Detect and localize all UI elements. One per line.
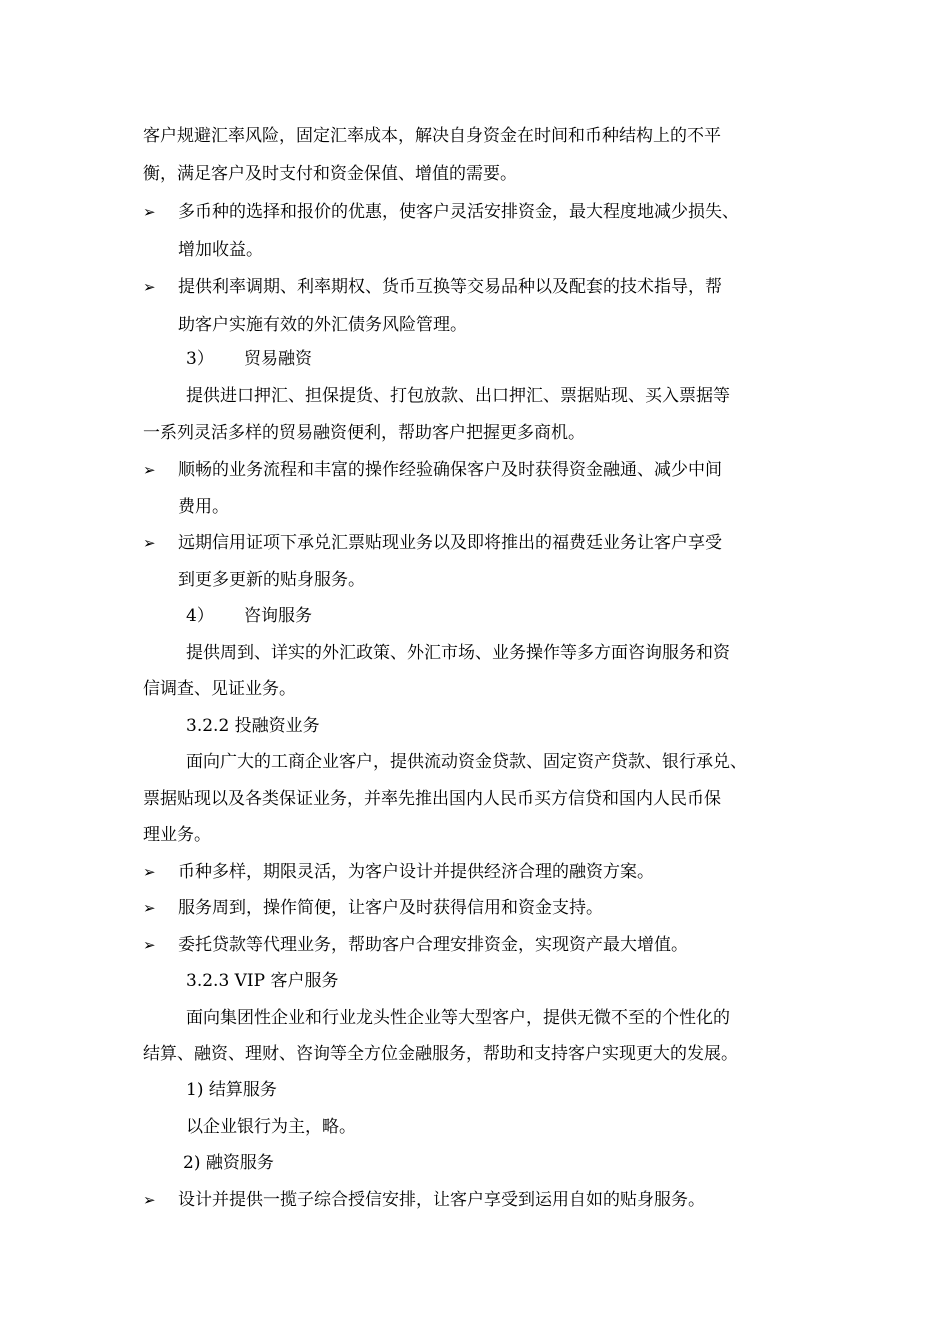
bullet-arrow-icon: ➢ xyxy=(143,1191,156,1209)
paragraph-line: 一系列灵活多样的贸易融资便利，帮助客户把握更多商机。 xyxy=(143,423,585,443)
subsection-heading: 3.2.2 投融资业务 xyxy=(186,716,320,736)
bullet-text: 币种多样，期限灵活，为客户设计并提供经济合理的融资方案。 xyxy=(178,862,654,882)
bullet-arrow-icon: ➢ xyxy=(143,203,156,221)
item-heading: 1) 结算服务 xyxy=(186,1080,277,1100)
bullet-arrow-icon: ➢ xyxy=(143,461,156,479)
section-title: 咨询服务 xyxy=(244,606,312,626)
bullet-arrow-icon: ➢ xyxy=(143,534,156,552)
paragraph-line: 面向广大的工商企业客户，提供流动资金贷款、固定资产贷款、银行承兑、 xyxy=(186,752,747,772)
section-number: 4） xyxy=(186,606,214,626)
bullet-text: 提供利率调期、利率期权、货币互换等交易品种以及配套的技术指导，帮 xyxy=(178,277,722,297)
paragraph-line: 衡，满足客户及时支付和资金保值、增值的需要。 xyxy=(143,164,517,184)
bullet-text: 增加收益。 xyxy=(178,240,263,260)
paragraph-line: 信调查、见证业务。 xyxy=(143,679,296,699)
paragraph-line: 票据贴现以及各类保证业务，并率先推出国内人民币买方信贷和国内人民币保 xyxy=(143,789,721,809)
bullet-text: 远期信用证项下承兑汇票贴现业务以及即将推出的福费廷业务让客户享受 xyxy=(178,533,722,553)
bullet-text: 设计并提供一揽子综合授信安排，让客户享受到运用自如的贴身服务。 xyxy=(178,1190,705,1210)
bullet-text: 多币种的选择和报价的优惠，使客户灵活安排资金，最大程度地减少损失、 xyxy=(178,202,739,222)
section-heading xyxy=(186,347,876,371)
subsection-heading: 3.2.3 VIP 客户服务 xyxy=(186,971,339,991)
bullet-text: 委托贷款等代理业务，帮助客户合理安排资金，实现资产最大增值。 xyxy=(178,935,688,955)
bullet-text: 助客户实施有效的外汇债务风险管理。 xyxy=(178,315,467,335)
bullet-arrow-icon: ➢ xyxy=(143,899,156,917)
item-heading: 2) 融资服务 xyxy=(183,1153,274,1173)
paragraph-line: 提供周到、详实的外汇政策、外汇市场、业务操作等多方面咨询服务和资 xyxy=(186,643,730,663)
bullet-arrow-icon: ➢ xyxy=(143,936,156,954)
paragraph-line: 结算、融资、理财、咨询等全方位金融服务，帮助和支持客户实现更大的发展。 xyxy=(143,1044,738,1064)
section-heading xyxy=(186,604,876,628)
paragraph-line: 提供进口押汇、担保提货、打包放款、出口押汇、票据贴现、买入票据等 xyxy=(186,386,730,406)
bullet-text: 费用。 xyxy=(178,497,229,517)
paragraph-line: 面向集团性企业和行业龙头性企业等大型客户，提供无微不至的个性化的 xyxy=(186,1008,730,1028)
section-title: 贸易融资 xyxy=(244,349,312,369)
section-number: 3） xyxy=(186,349,214,369)
bullet-text: 顺畅的业务流程和丰富的操作经验确保客户及时获得资金融通、减少中间 xyxy=(178,460,722,480)
bullet-arrow-icon: ➢ xyxy=(143,278,156,296)
bullet-text: 服务周到，操作简便，让客户及时获得信用和资金支持。 xyxy=(178,898,603,918)
paragraph-line: 客户规避汇率风险，固定汇率成本，解决自身资金在时间和币种结构上的不平 xyxy=(143,126,721,146)
paragraph-line: 理业务。 xyxy=(143,825,211,845)
bullet-text: 到更多更新的贴身服务。 xyxy=(178,570,365,590)
bullet-arrow-icon: ➢ xyxy=(143,863,156,881)
paragraph-line: 以企业银行为主，略。 xyxy=(186,1117,356,1137)
